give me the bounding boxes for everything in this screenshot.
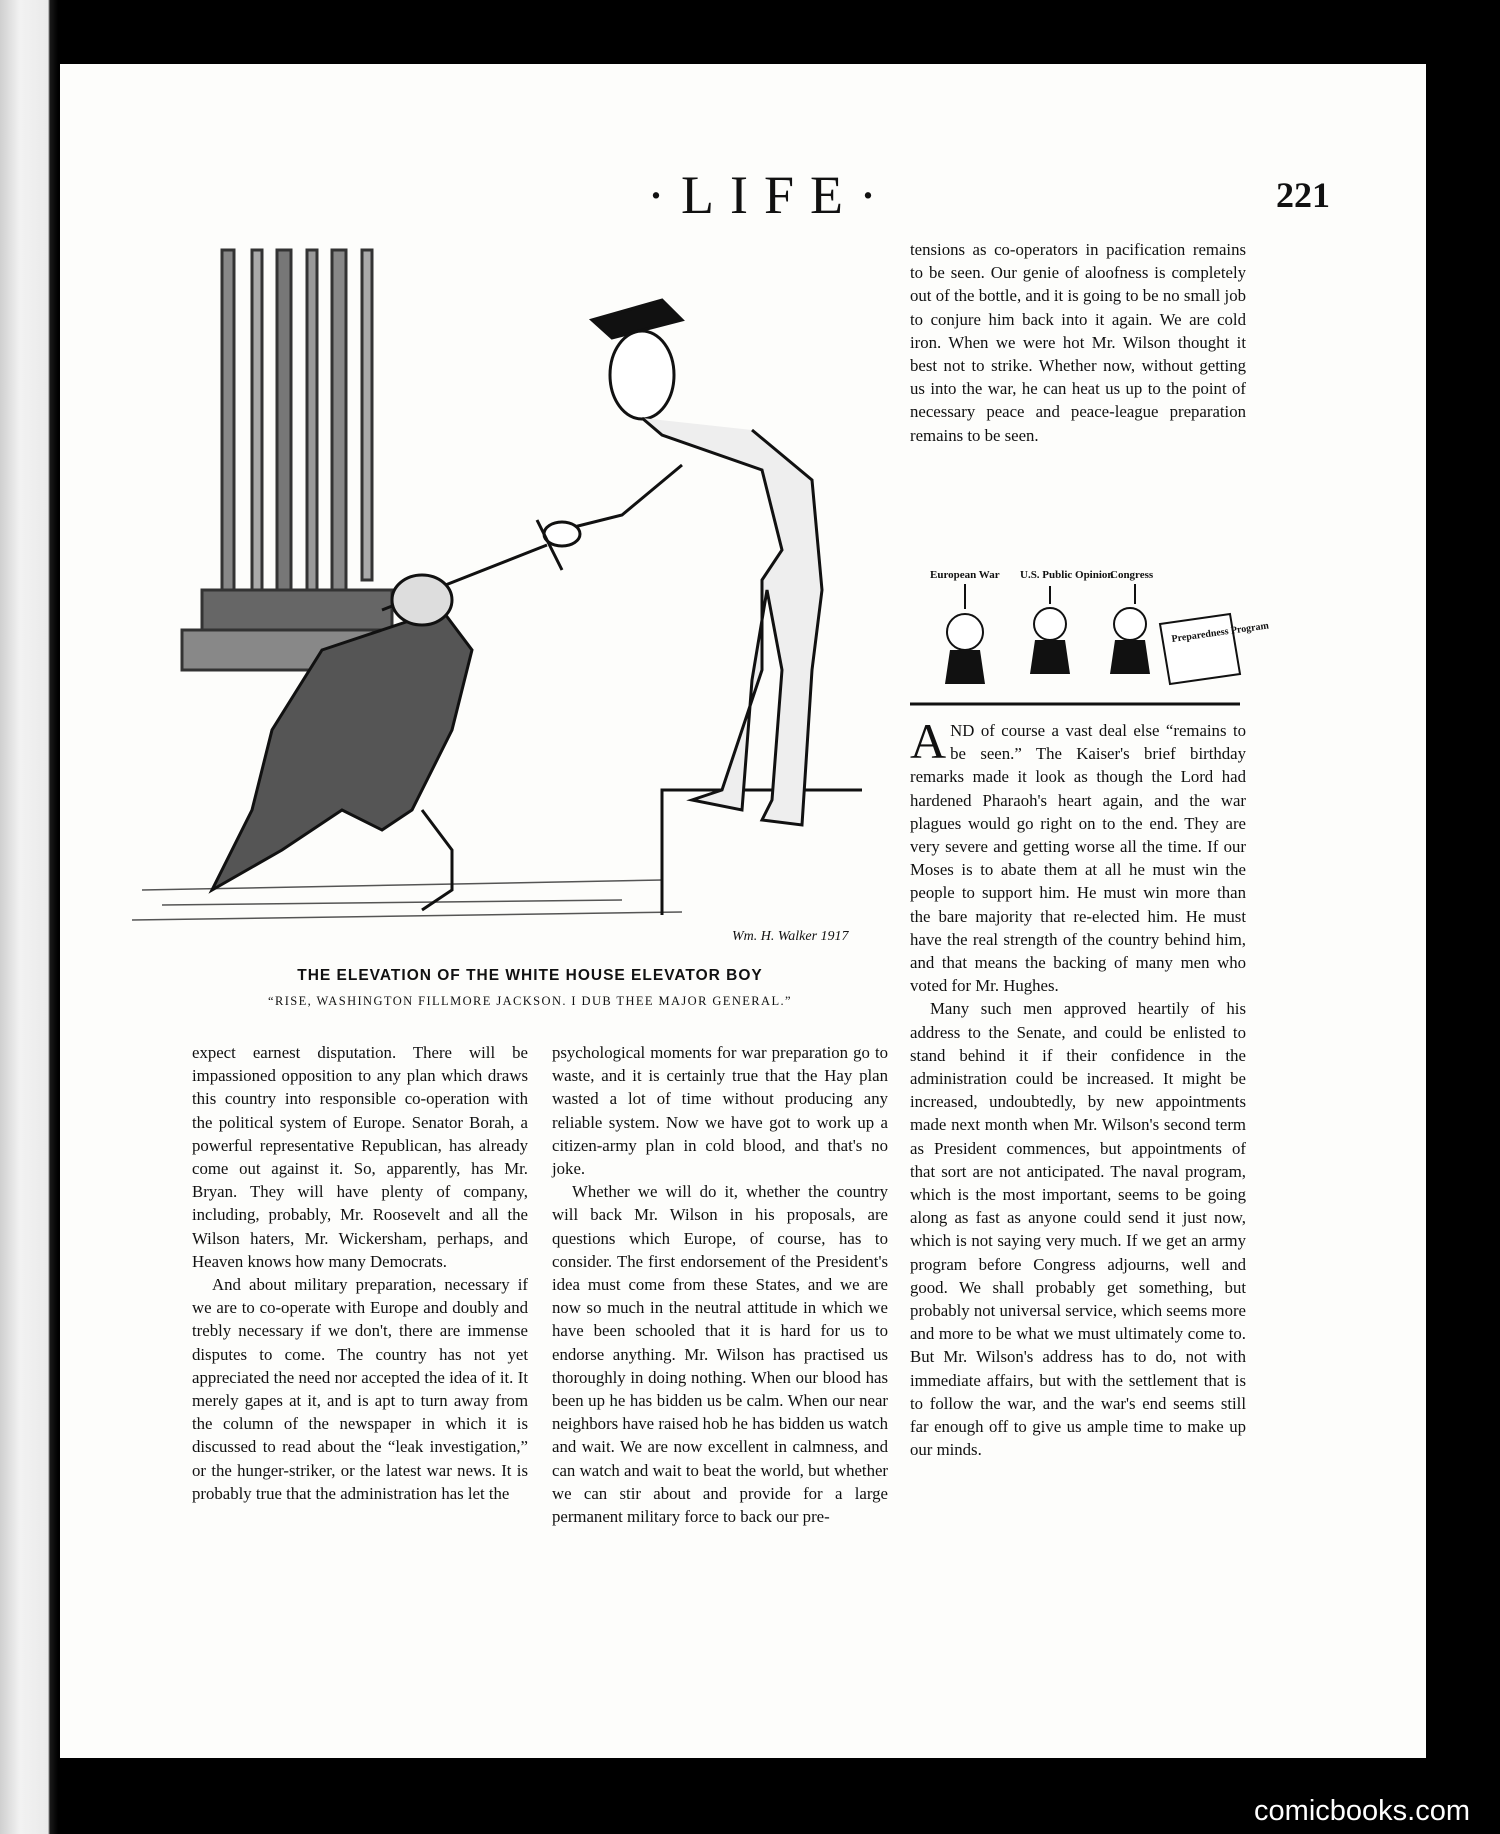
label-public-opinion: U.S. Public Opinion [1020,569,1114,581]
cartoon-signature: Wm. H. Walker 1917 [732,929,849,944]
magazine-page [60,64,1426,1758]
page-number: 221 [1276,175,1330,215]
text-column-left [192,1041,528,1505]
watermark: comicbooks.com [1254,1795,1470,1827]
paragraph: Many such men approved heartily of his address to the Senate, and could be enlisted to stand behind it if their confidence in the administration could be increased. It might be increased, undoubtedly, by new appointments made next month when Mr. Wilson's second term as President commences, but appointments of that sort are not anticipated. The naval program, which is the most important, seems to be going along as fast as anyone could send it just now, which is not saying very much. If we get an army program before Congress adjourns, well and good. We shall probably get something, but probably not universal service, which seems more and more to be what we must ultimately come to. But Mr. Wilson's address has to do, not with immediate affairs, but with the settlement that is to follow the war, and the war's end seems still far enough off to give us ample time to make up our minds. [910,999,1246,1460]
small-cartoon-illustration [910,564,1270,710]
paragraph: tensions as co-operators in pacification remains to be seen. Our genie of aloofness is completely out of the bottle, and it is going to be no small job to conjure him back into it again. We are cold iron. When we were hot Mr. Wilson thought it best not to strike. Whether now, without getting us into the war, he can heat us up to the point of necessary peace and peace-league preparation remains to be seen. [910,240,1246,445]
paragraph: psychological moments for war preparation go to waste, and it is certainly true that the Hay plan wasted a lot of time without producing any reliable system. Now we have got to work up a citizen-army plan in cold blood, and that's no joke. [552,1043,888,1179]
cartoon-caption-quote: “RISE, WASHINGTON FILLMORE JACKSON. I DUB THEE MAJOR GENERAL.” [268,994,792,1008]
text-column-middle [552,1041,888,1528]
paragraph: expect earnest disputation. There will be impassioned opposition to any plan which draws this country into responsible co-operation with the political system of Europe. Senator Borah, a powerful representative Republican, has already come out against it. So, apparently, has Mr. Bryan. They will have plenty of company, including, probably, Mr. Roosevelt and all the Wilson haters, Mr. Wickersham, perhaps, and Heaven knows how many Democrats. [192,1043,528,1271]
cartoon-illustration [122,250,938,954]
drop-cap: A [910,713,947,769]
columns-drawing [182,250,412,670]
label-preparedness-program: Preparedness Program [1170,620,1270,645]
paragraph-text: ND of course a vast deal else “remains to be seen.” The Kaiser's brief birthday remarks made it look as though the Lord had hardened Pharaoh's heart again, and the war plagues would go right on to the end. They are very severe and getting worse all the time. If our Moses is to abate them at all he must win the people to support him. He must win more than the bare majority that re-elected him. He must have the real strength of the country behind him, and that means the backing of many men who voted for Mr. Hughes. [910,721,1246,996]
text-column-right-bottom [910,713,1246,1462]
masthead: ·LIFE· [647,165,893,225]
paragraph: Whether we will do it, whether the country will back Mr. Wilson in his proposals, are questions which Europe, of course, has to consider. The first endorsement of the President's idea must come from these States, and we are now so much in the neutral attitude in which we have been schooled that it is hard for us to endorse anything. Mr. Wilson has practised us thoroughly in doing nothing. When our blood has been up he has bidden us be calm. When our near neighbors have raised hob he has bidden us watch and wait. We are now excellent in calmness, and can watch and wait to beat the world, but whether we can stir about and provide for a large permanent military force to back our pre- [552,1182,888,1527]
cartoon-caption-title: THE ELEVATION OF THE WHITE HOUSE ELEVATOR BOY [297,967,763,984]
label-european-war: European War [930,569,1000,581]
paragraph: And about military preparation, necessary if we are to co-operate with Europe and doubly and trebly necessary if we don't, there are immense disputes to come. The country has not yet appreciated the need nor accepted the idea of it. It merely gapes at it, and is apt to turn away from the column of the newspaper in which it is discussed to read about the “leak investigation,” or the hunger-striker, or the latest war news. It is probably true that the administration has let the [192,1275,528,1503]
text-column-right-top [910,238,1246,447]
label-congress: Congress [1110,569,1154,581]
standing-figure [544,300,822,825]
paragraph [910,713,1246,997]
previous-page-edge [0,0,60,1834]
